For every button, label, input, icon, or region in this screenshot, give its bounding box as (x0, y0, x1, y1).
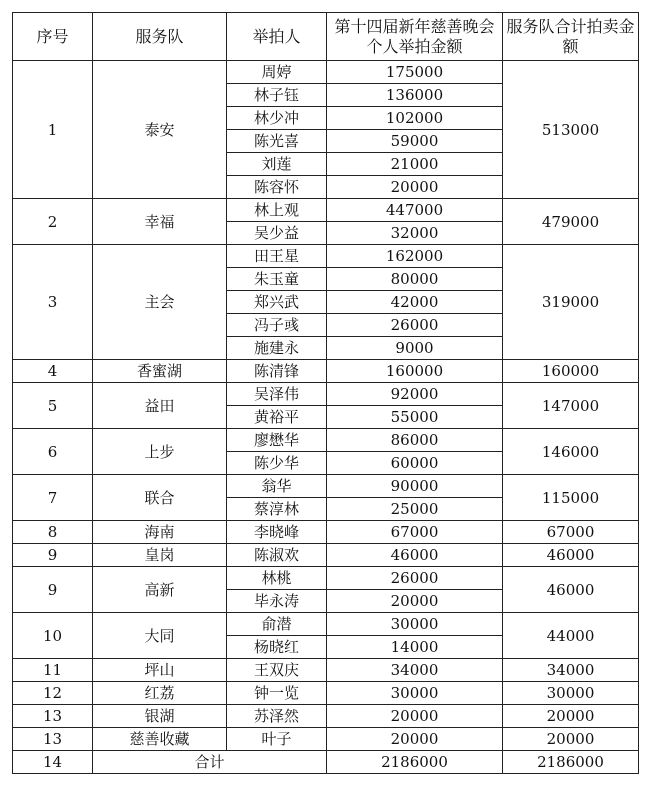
team-total-cell: 46000 (503, 544, 639, 567)
bidder-cell: 吴少益 (227, 222, 327, 245)
table-row (13, 360, 639, 383)
team-total-cell: 479000 (503, 199, 639, 245)
index-cell: 4 (13, 360, 93, 383)
team-total-cell: 67000 (503, 521, 639, 544)
amount-cell: 26000 (327, 314, 503, 337)
bidder-cell: 陈淑欢 (227, 544, 327, 567)
bidder-cell: 苏泽然 (227, 705, 327, 728)
table-row (13, 383, 639, 406)
amount-cell: 20000 (327, 176, 503, 199)
bidder-cell: 周婷 (227, 61, 327, 84)
index-cell: 9 (13, 567, 93, 613)
team-cell: 联合 (93, 475, 227, 521)
index-cell: 9 (13, 544, 93, 567)
amount-cell: 175000 (327, 61, 503, 84)
team-cell: 泰安 (93, 61, 227, 199)
bidder-cell: 林少冲 (227, 107, 327, 130)
index-cell: 8 (13, 521, 93, 544)
team-total-cell: 20000 (503, 705, 639, 728)
bidder-cell: 吴泽伟 (227, 383, 327, 406)
index-cell: 1 (13, 61, 93, 199)
total-personal-cell: 2186000 (327, 751, 503, 774)
table-row (13, 521, 639, 544)
amount-cell: 25000 (327, 498, 503, 521)
table-row (13, 429, 639, 452)
amount-cell: 26000 (327, 567, 503, 590)
amount-cell: 46000 (327, 544, 503, 567)
bidder-cell: 冯子彧 (227, 314, 327, 337)
amount-cell: 92000 (327, 383, 503, 406)
amount-cell: 20000 (327, 705, 503, 728)
team-cell: 益田 (93, 383, 227, 429)
index-cell: 12 (13, 682, 93, 705)
bidder-cell: 俞潜 (227, 613, 327, 636)
team-total-cell: 513000 (503, 61, 639, 199)
team-total-cell: 34000 (503, 659, 639, 682)
amount-cell: 42000 (327, 291, 503, 314)
team-cell: 红荔 (93, 682, 227, 705)
index-cell: 13 (13, 728, 93, 751)
table-body (13, 13, 639, 774)
index-cell: 11 (13, 659, 93, 682)
team-total-cell: 160000 (503, 360, 639, 383)
team-cell: 幸福 (93, 199, 227, 245)
amount-cell: 80000 (327, 268, 503, 291)
bidder-cell: 廖懋华 (227, 429, 327, 452)
table-row (13, 682, 639, 705)
header-index: 序号 (13, 13, 93, 61)
bidder-cell: 陈容怀 (227, 176, 327, 199)
team-total-cell: 147000 (503, 383, 639, 429)
amount-cell: 160000 (327, 360, 503, 383)
amount-cell: 55000 (327, 406, 503, 429)
bidder-cell: 黄裕平 (227, 406, 327, 429)
bidder-cell: 田王星 (227, 245, 327, 268)
team-total-cell: 146000 (503, 429, 639, 475)
total-label-cell: 合计 (93, 751, 327, 774)
bidder-cell: 蔡淳林 (227, 498, 327, 521)
header-personal-amount: 第十四届新年慈善晚会个人举拍金额 (327, 13, 503, 61)
bidder-cell: 翁华 (227, 475, 327, 498)
header-team: 服务队 (93, 13, 227, 61)
team-cell: 银湖 (93, 705, 227, 728)
bidder-cell: 陈清锋 (227, 360, 327, 383)
header-team-total: 服务队合计拍卖金额 (503, 13, 639, 61)
bidder-cell: 毕永涛 (227, 590, 327, 613)
amount-cell: 447000 (327, 199, 503, 222)
amount-cell: 90000 (327, 475, 503, 498)
amount-cell: 20000 (327, 590, 503, 613)
bidder-cell: 刘莲 (227, 153, 327, 176)
bidder-cell: 施建永 (227, 337, 327, 360)
team-cell: 上步 (93, 429, 227, 475)
bidder-cell: 朱玉童 (227, 268, 327, 291)
index-cell: 5 (13, 383, 93, 429)
bidder-cell: 陈光喜 (227, 130, 327, 153)
index-cell: 2 (13, 199, 93, 245)
table-row (13, 613, 639, 636)
table-row (13, 659, 639, 682)
table-row (13, 567, 639, 590)
total-team-cell: 2186000 (503, 751, 639, 774)
team-cell: 海南 (93, 521, 227, 544)
table-row (13, 199, 639, 222)
team-cell: 慈善收藏 (93, 728, 227, 751)
bidder-cell: 林桃 (227, 567, 327, 590)
team-cell: 皇岗 (93, 544, 227, 567)
amount-cell: 102000 (327, 107, 503, 130)
table-row (13, 544, 639, 567)
bidder-cell: 杨晓红 (227, 636, 327, 659)
amount-cell: 21000 (327, 153, 503, 176)
total-row (13, 751, 639, 774)
team-total-cell: 30000 (503, 682, 639, 705)
donation-table (12, 12, 639, 774)
table-row (13, 61, 639, 84)
team-cell: 香蜜湖 (93, 360, 227, 383)
amount-cell: 32000 (327, 222, 503, 245)
header-bidder: 举拍人 (227, 13, 327, 61)
team-cell: 大同 (93, 613, 227, 659)
index-cell: 7 (13, 475, 93, 521)
total-index-cell: 14 (13, 751, 93, 774)
table-row (13, 245, 639, 268)
bidder-cell: 郑兴武 (227, 291, 327, 314)
index-cell: 6 (13, 429, 93, 475)
bidder-cell: 钟一览 (227, 682, 327, 705)
table-row (13, 475, 639, 498)
index-cell: 13 (13, 705, 93, 728)
team-total-cell: 115000 (503, 475, 639, 521)
bidder-cell: 林子钰 (227, 84, 327, 107)
amount-cell: 136000 (327, 84, 503, 107)
team-total-cell: 20000 (503, 728, 639, 751)
amount-cell: 30000 (327, 682, 503, 705)
bidder-cell: 陈少华 (227, 452, 327, 475)
team-total-cell: 44000 (503, 613, 639, 659)
amount-cell: 67000 (327, 521, 503, 544)
team-cell: 主会 (93, 245, 227, 360)
team-total-cell: 319000 (503, 245, 639, 360)
amount-cell: 20000 (327, 728, 503, 751)
amount-cell: 14000 (327, 636, 503, 659)
amount-cell: 162000 (327, 245, 503, 268)
team-cell: 坪山 (93, 659, 227, 682)
bidder-cell: 李晓峰 (227, 521, 327, 544)
amount-cell: 59000 (327, 130, 503, 153)
bidder-cell: 王双庆 (227, 659, 327, 682)
bidder-cell: 林上观 (227, 199, 327, 222)
amount-cell: 34000 (327, 659, 503, 682)
team-total-cell: 46000 (503, 567, 639, 613)
header-row (13, 13, 639, 61)
amount-cell: 60000 (327, 452, 503, 475)
amount-cell: 9000 (327, 337, 503, 360)
table-row (13, 705, 639, 728)
team-cell: 高新 (93, 567, 227, 613)
bidder-cell: 叶子 (227, 728, 327, 751)
table-row (13, 728, 639, 751)
amount-cell: 30000 (327, 613, 503, 636)
index-cell: 10 (13, 613, 93, 659)
amount-cell: 86000 (327, 429, 503, 452)
index-cell: 3 (13, 245, 93, 360)
